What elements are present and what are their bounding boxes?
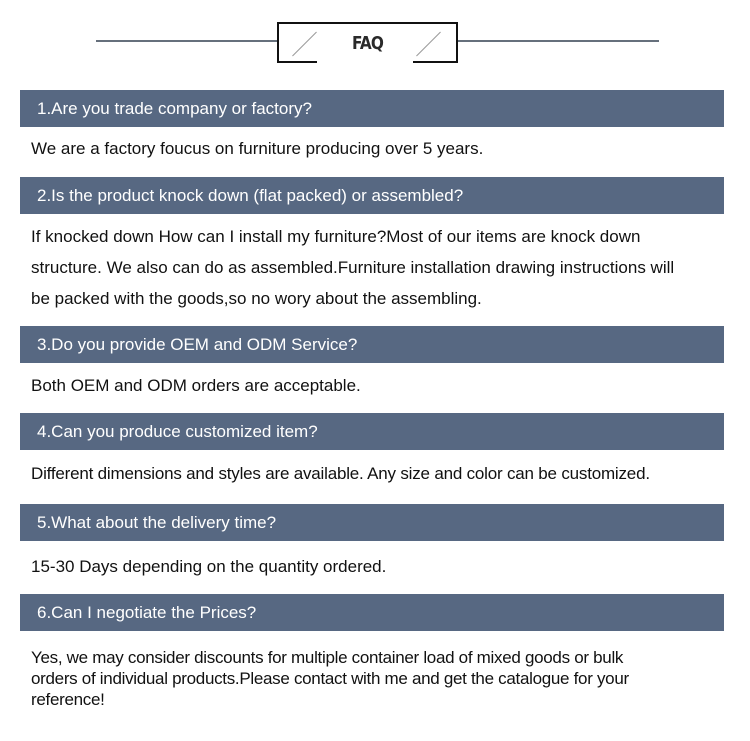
- faq-answer-3: Both OEM and ODM orders are acceptable.: [31, 376, 361, 395]
- header-divider-right: [458, 40, 659, 42]
- faq-answer-6-line-1: Yes, we may consider discounts for multiple container load of mixed goods or bulk: [31, 648, 624, 667]
- faq-question-6: 6.Can I negotiate the Prices?: [20, 594, 724, 631]
- faq-answer-2-line-3: be packed with the goods,so no wory about the assembling.: [31, 289, 482, 308]
- box-bottom-border-right: [413, 61, 458, 63]
- faq-question-3: 3.Do you provide OEM and ODM Service?: [20, 326, 724, 363]
- faq-answer-4: Different dimensions and styles are available. Any size and color can be customized.: [31, 464, 650, 483]
- faq-answer-6-line-3: reference!: [31, 690, 105, 709]
- faq-answer-5: 15-30 Days depending on the quantity ordered.: [31, 557, 387, 576]
- faq-answer-6: [31, 647, 721, 710]
- faq-answer-2-line-1: If knocked down How can I install my furniture?Most of our items are knock down: [31, 227, 641, 246]
- faq-answer-1: We are a factory foucus on furniture producing over 5 years.: [31, 139, 484, 158]
- header-divider-left: [96, 40, 278, 42]
- faq-question-5: 5.What about the delivery time?: [20, 504, 724, 541]
- faq-question-4: 4.Can you produce customized item?: [20, 413, 724, 450]
- faq-question-1: 1.Are you trade company or factory?: [20, 90, 724, 127]
- faq-answer-2-line-2: structure. We also can do as assembled.Furniture installation drawing instructions will: [31, 258, 675, 277]
- faq-answer-2: [31, 221, 721, 314]
- faq-title-box: [277, 22, 458, 63]
- faq-answer-6-line-2: orders of individual products.Please contact with me and get the catalogue for your: [31, 669, 629, 688]
- box-bottom-border-left: [277, 61, 317, 63]
- page-title: FAQ: [352, 33, 383, 54]
- faq-question-2: 2.Is the product knock down (flat packed) or assembled?: [20, 177, 724, 214]
